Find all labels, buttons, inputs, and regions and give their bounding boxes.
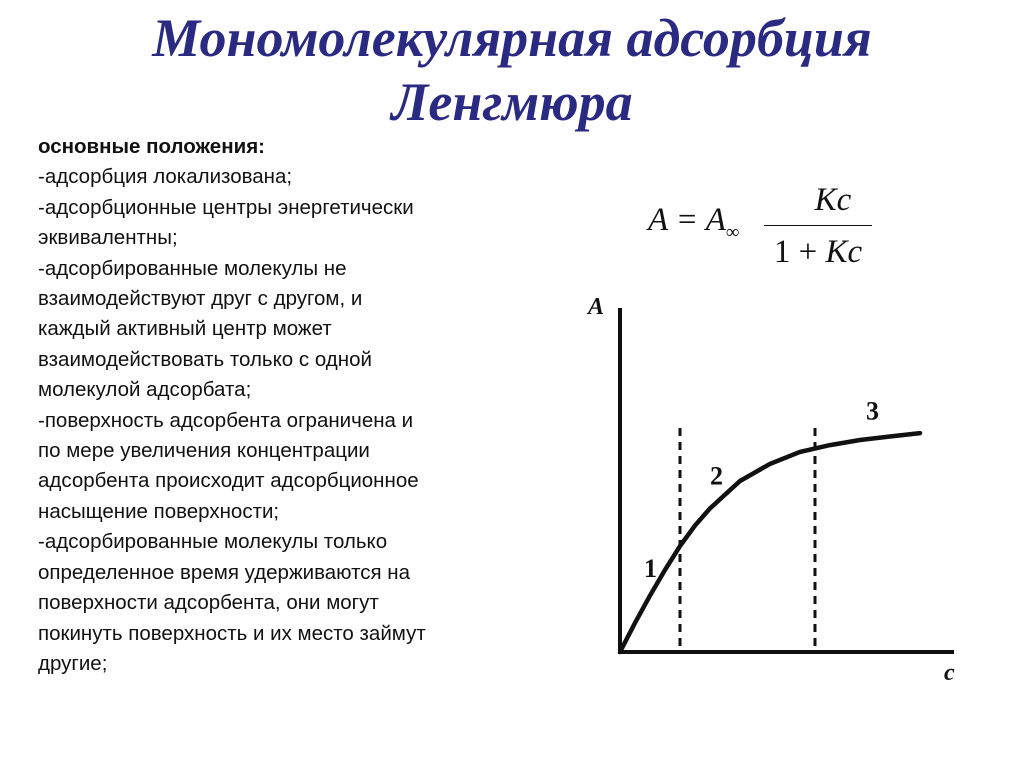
text-line: -поверхность адсорбента ограничена и bbox=[38, 408, 414, 432]
formula-denominator-kc: Kc bbox=[825, 234, 863, 270]
text-line: взаимодействуют друг с другом, и bbox=[38, 287, 363, 311]
text-line: покинуть поверхность и их место займут bbox=[38, 621, 426, 645]
adsorption-isotherm-chart bbox=[560, 280, 1000, 700]
formula-lhs-text: A = A bbox=[648, 202, 726, 238]
x-axis-label: c bbox=[944, 660, 955, 686]
text-line: адсорбента происходит адсорбционное bbox=[38, 469, 419, 493]
text-line: каждый активный центр может bbox=[38, 317, 332, 341]
langmuir-formula bbox=[648, 178, 888, 278]
formula-fraction-bar bbox=[764, 225, 872, 226]
text-line: молекулой адсорбата; bbox=[38, 378, 252, 402]
slide-title-line-2: Ленгмюра bbox=[391, 72, 633, 132]
y-axis-label: A bbox=[588, 294, 605, 320]
slide-title-line-1: Мономолекулярная адсорбция bbox=[152, 8, 872, 68]
isotherm-curve bbox=[620, 433, 920, 652]
region-label-2: 2 bbox=[710, 461, 723, 491]
principles-heading: основные положения: bbox=[38, 135, 265, 158]
text-line: -адсорбированные молекулы только bbox=[38, 530, 388, 554]
slide-title bbox=[0, 6, 1024, 134]
formula-numerator: Kc bbox=[814, 182, 852, 218]
text-line: взаимодействовать только с одной bbox=[38, 347, 372, 371]
text-line: эквивалентны; bbox=[38, 226, 178, 250]
formula-denominator bbox=[760, 234, 876, 271]
text-line: по мере увеличения концентрации bbox=[38, 439, 370, 463]
text-line: -адсорбция локализована; bbox=[38, 165, 293, 189]
formula-lhs bbox=[648, 202, 740, 243]
text-line: насыщение поверхности; bbox=[38, 499, 280, 523]
formula-infinity-subscript: ∞ bbox=[725, 222, 740, 243]
text-line: другие; bbox=[38, 651, 108, 675]
principles-text bbox=[38, 132, 538, 679]
text-line: поверхности адсорбента, они могут bbox=[38, 591, 379, 615]
region-label-3: 3 bbox=[866, 396, 879, 426]
text-line: определенное время удерживаются на bbox=[38, 560, 411, 584]
region-label-1: 1 bbox=[644, 553, 657, 583]
formula-denominator-one: 1 + bbox=[773, 234, 826, 270]
text-line: -адсорбированные молекулы не bbox=[38, 256, 347, 280]
text-line: -адсорбционные центры энергетически bbox=[38, 195, 414, 219]
